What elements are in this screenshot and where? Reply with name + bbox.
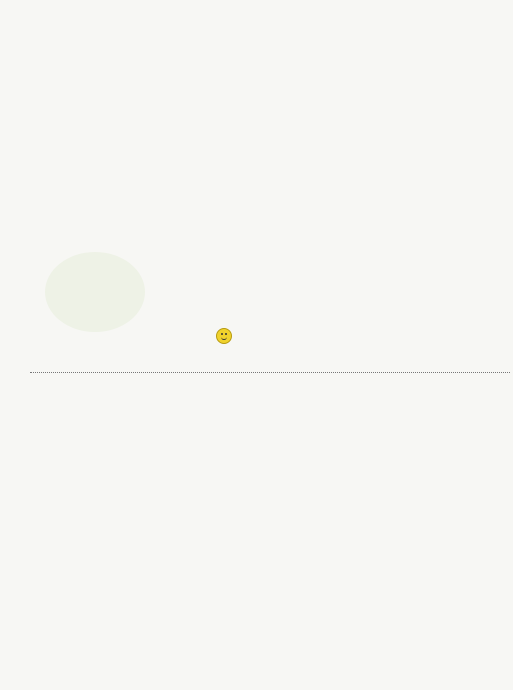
daisy-flowers-image — [45, 252, 145, 332]
smiley-icon — [216, 328, 232, 344]
section-divider — [30, 372, 510, 373]
